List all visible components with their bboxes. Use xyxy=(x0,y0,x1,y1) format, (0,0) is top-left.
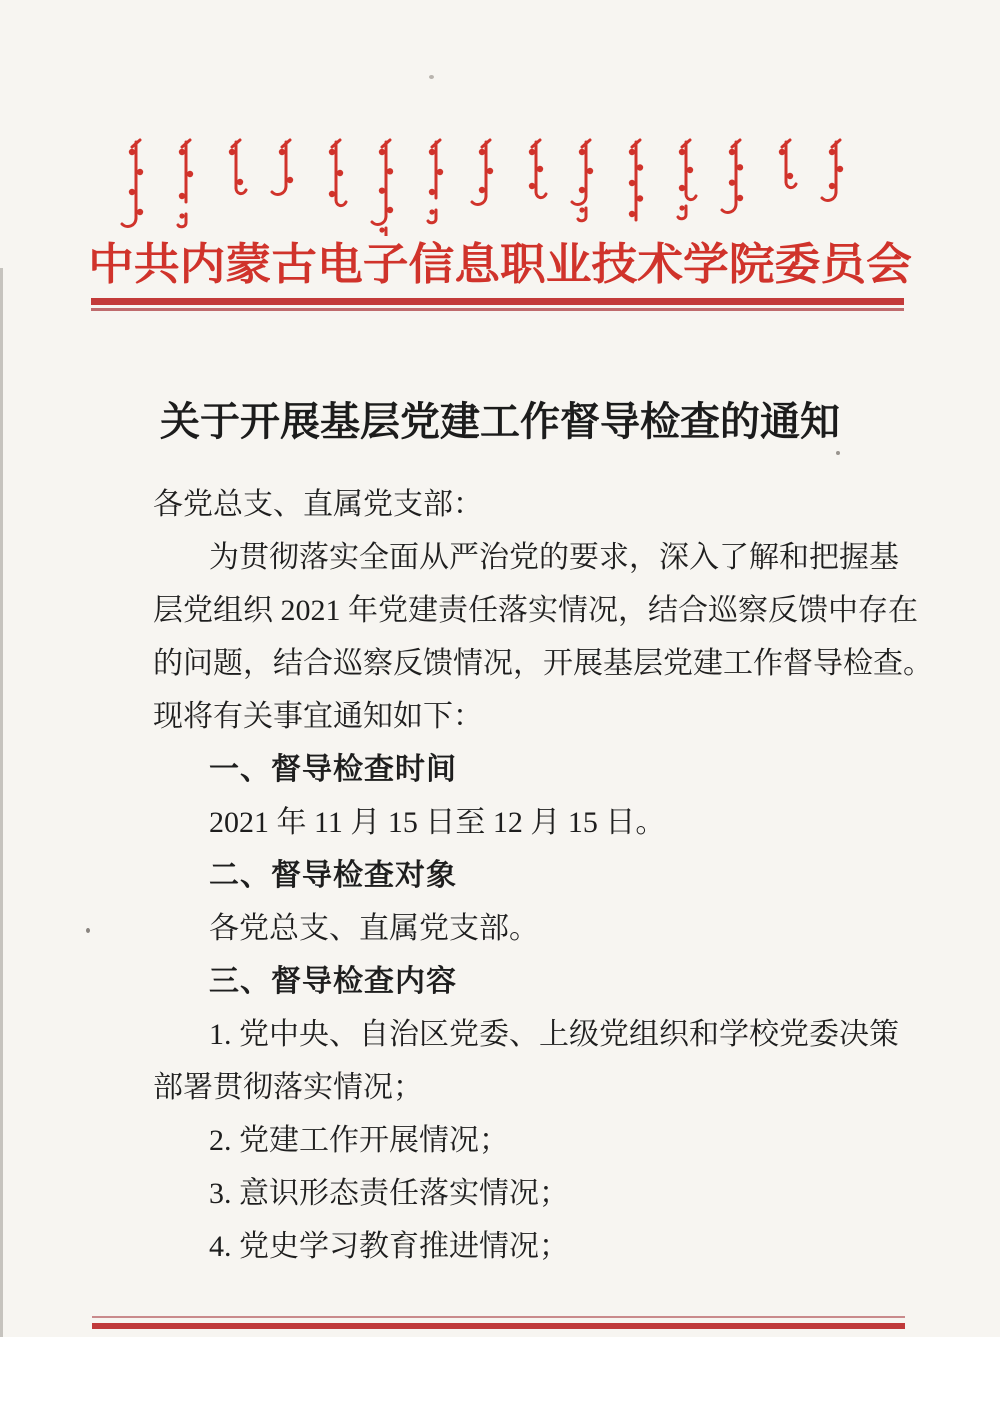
footer-rule-thin xyxy=(92,1316,905,1318)
scan-bottom-margin xyxy=(0,1337,1000,1415)
mongolian-script-column xyxy=(529,140,546,198)
document-title: 关于开展基层党建工作督导检查的通知 xyxy=(160,399,840,444)
scan-speck xyxy=(836,451,840,455)
section-heading-2: 二、督导检查对象 xyxy=(209,859,457,892)
mongolian-script-column xyxy=(428,140,443,223)
body-line: 各党总支、直属党支部。 xyxy=(209,912,539,945)
section-heading-3: 三、督导检查内容 xyxy=(209,965,457,998)
org-name: 中共内蒙古电子信息职业技术学院委员会 xyxy=(88,240,912,289)
header-double-rule xyxy=(91,298,904,311)
body-line: 2021 年 11 月 15 日至 12 月 15 日。 xyxy=(209,806,666,839)
footer-rule-thick xyxy=(92,1323,905,1329)
body-line: 现将有关事宜通知如下： xyxy=(153,700,483,733)
body-line: 为贯彻落实全面从严治党的要求，深入了解和把握基 xyxy=(209,541,899,574)
mongolian-script-column xyxy=(629,140,643,220)
scan-speck xyxy=(86,928,90,933)
mongolian-script-icon xyxy=(0,136,1000,236)
list-item-line: 2. 党建工作开展情况； xyxy=(209,1124,509,1157)
mongolian-script-column xyxy=(779,140,796,188)
footer-double-rule xyxy=(92,1316,905,1329)
mongolian-script-column xyxy=(272,140,293,194)
mongolian-script-column xyxy=(572,140,593,221)
mongolian-script-column xyxy=(178,140,193,227)
list-item-line: 3. 意识形态责任落实情况； xyxy=(209,1177,569,1210)
scan-speck xyxy=(429,75,434,79)
header-rule-thick xyxy=(91,298,904,305)
mongolian-script-column xyxy=(229,140,246,194)
list-item-line: 部署贯彻落实情况； xyxy=(153,1071,423,1104)
mongolian-script-column xyxy=(122,140,143,226)
salutation-line: 各党总支、直属党支部： xyxy=(153,488,483,521)
mongolian-script-column xyxy=(329,140,346,206)
mongolian-script-column xyxy=(678,140,696,219)
list-item-line: 4. 党史学习教育推进情况； xyxy=(209,1230,569,1263)
body-line: 的问题，结合巡察反馈情况，开展基层党建工作督导检查。 xyxy=(153,647,933,680)
header-rule-thin xyxy=(91,308,904,311)
mongolian-script-column xyxy=(372,140,393,236)
section-heading-1: 一、督导检查时间 xyxy=(209,753,457,786)
body-line: 层党组织 2021 年党建责任落实情况，结合巡察反馈中存在 xyxy=(153,594,918,627)
mongolian-script-column xyxy=(722,140,743,212)
mongolian-script-column xyxy=(822,140,843,200)
document-body xyxy=(153,478,933,1273)
mongolian-script-column xyxy=(472,140,493,204)
list-item-line: 1. 党中央、自治区党委、上级党组织和学校党委决策 xyxy=(209,1018,899,1051)
mongolian-script-header xyxy=(0,136,1000,236)
